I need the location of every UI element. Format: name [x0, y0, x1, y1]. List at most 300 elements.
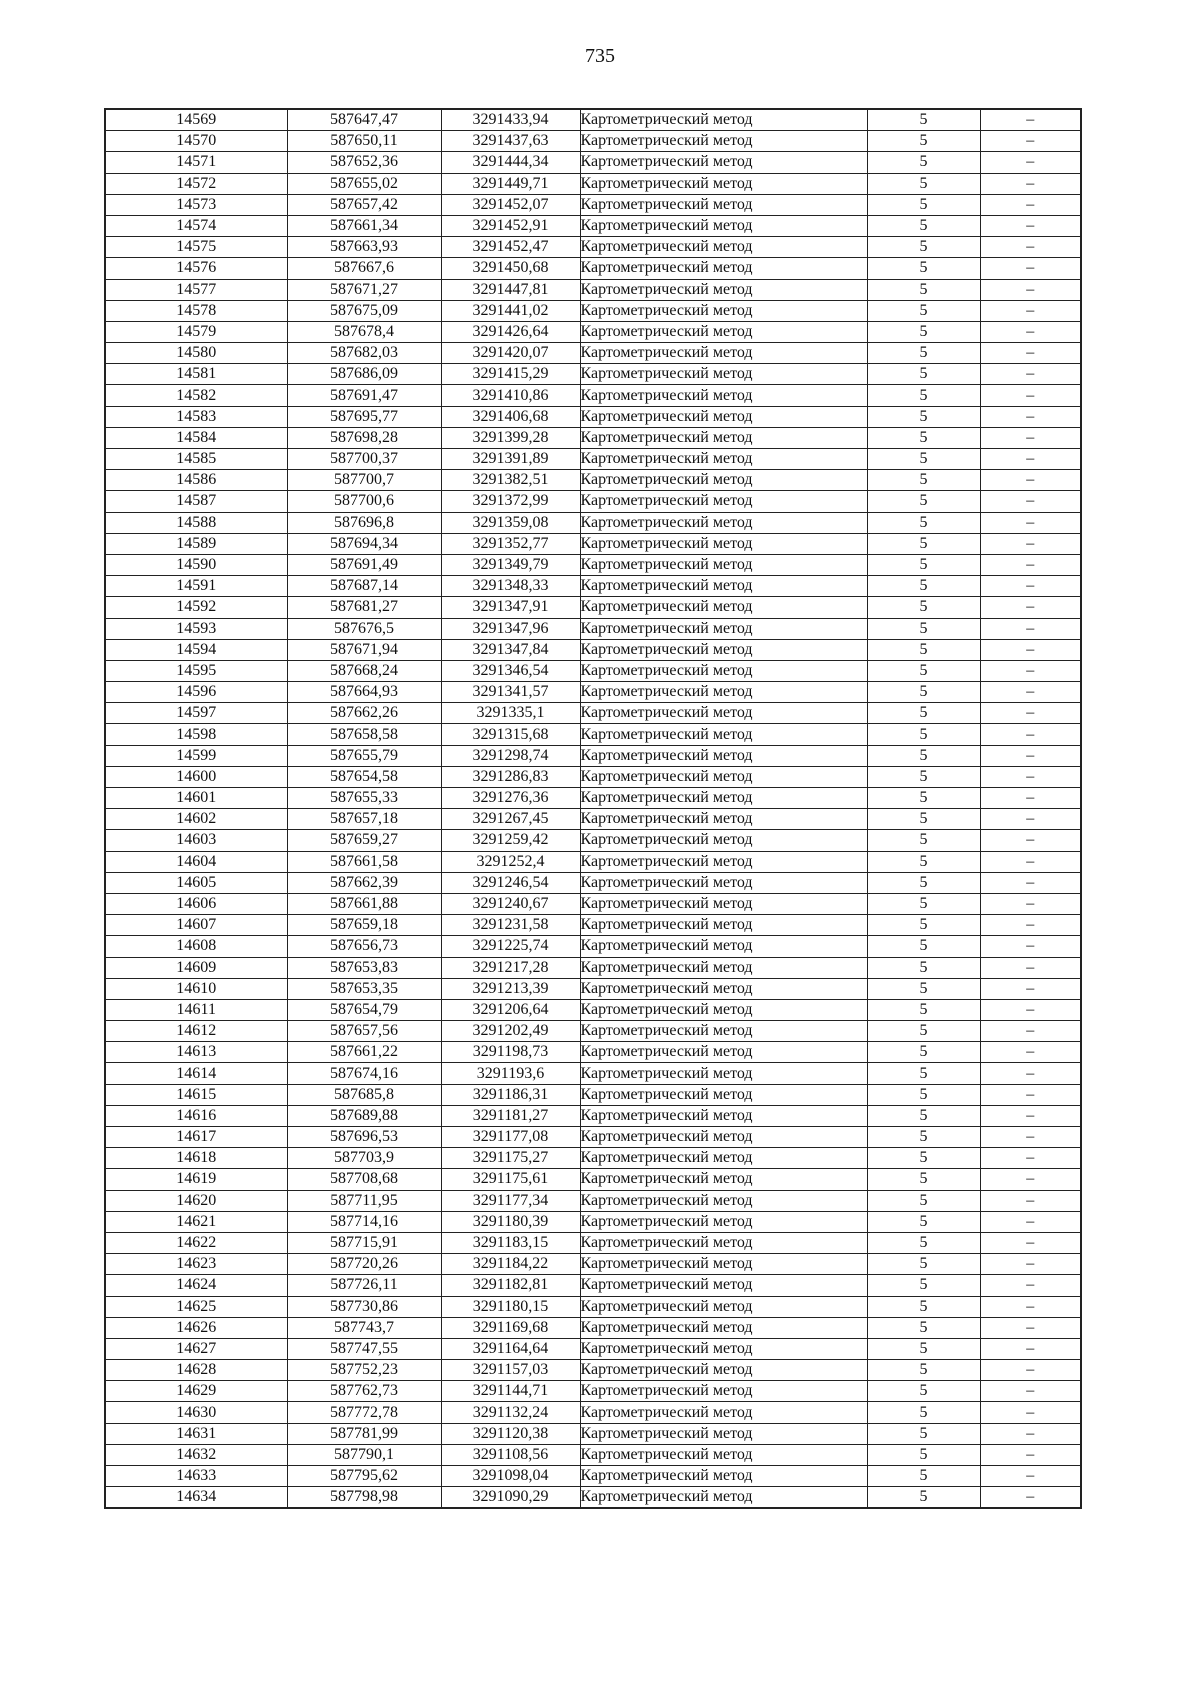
method-cell: Картометрический метод — [580, 936, 867, 957]
table-row — [105, 1211, 1081, 1232]
note-cell: – — [980, 682, 1081, 703]
point-number-cell: 14581 — [105, 364, 287, 385]
table-row — [105, 533, 1081, 554]
x-coordinate-cell: 587653,35 — [287, 978, 441, 999]
table-row — [105, 1254, 1081, 1275]
x-coordinate-cell: 587659,27 — [287, 830, 441, 851]
accuracy-cell: 5 — [867, 512, 980, 533]
note-cell: – — [980, 1487, 1081, 1509]
x-coordinate-cell: 587657,42 — [287, 194, 441, 215]
method-cell: Картометрический метод — [580, 109, 867, 131]
point-number-cell: 14589 — [105, 533, 287, 554]
method-cell: Картометрический метод — [580, 1021, 867, 1042]
y-coordinate-cell: 3291437,63 — [441, 131, 580, 152]
table-row — [105, 173, 1081, 194]
x-coordinate-cell: 587708,68 — [287, 1169, 441, 1190]
point-number-cell: 14634 — [105, 1487, 287, 1509]
accuracy-cell: 5 — [867, 618, 980, 639]
x-coordinate-cell: 587662,39 — [287, 872, 441, 893]
method-cell: Картометрический метод — [580, 385, 867, 406]
note-cell: – — [980, 915, 1081, 936]
point-number-cell: 14588 — [105, 512, 287, 533]
note-cell: – — [980, 660, 1081, 681]
x-coordinate-cell: 587655,02 — [287, 173, 441, 194]
accuracy-cell: 5 — [867, 1275, 980, 1296]
method-cell: Картометрический метод — [580, 724, 867, 745]
point-number-cell: 14604 — [105, 851, 287, 872]
x-coordinate-cell: 587658,58 — [287, 724, 441, 745]
accuracy-cell: 5 — [867, 745, 980, 766]
y-coordinate-cell: 3291175,61 — [441, 1169, 580, 1190]
note-cell: – — [980, 830, 1081, 851]
method-cell: Картометрический метод — [580, 131, 867, 152]
y-coordinate-cell: 3291252,4 — [441, 851, 580, 872]
point-number-cell: 14608 — [105, 936, 287, 957]
x-coordinate-cell: 587790,1 — [287, 1444, 441, 1465]
x-coordinate-cell: 587772,78 — [287, 1402, 441, 1423]
y-coordinate-cell: 3291347,84 — [441, 639, 580, 660]
table-row — [105, 597, 1081, 618]
point-number-cell: 14619 — [105, 1169, 287, 1190]
point-number-cell: 14617 — [105, 1127, 287, 1148]
y-coordinate-cell: 3291267,45 — [441, 809, 580, 830]
note-cell: – — [980, 1402, 1081, 1423]
point-number-cell: 14591 — [105, 576, 287, 597]
x-coordinate-cell: 587661,58 — [287, 851, 441, 872]
y-coordinate-cell: 3291447,81 — [441, 279, 580, 300]
method-cell: Картометрический метод — [580, 194, 867, 215]
accuracy-cell: 5 — [867, 194, 980, 215]
y-coordinate-cell: 3291347,91 — [441, 597, 580, 618]
method-cell: Картометрический метод — [580, 597, 867, 618]
table-row — [105, 872, 1081, 893]
table-row — [105, 1423, 1081, 1444]
x-coordinate-cell: 587653,83 — [287, 957, 441, 978]
point-number-cell: 14622 — [105, 1232, 287, 1253]
note-cell: – — [980, 1360, 1081, 1381]
y-coordinate-cell: 3291347,96 — [441, 618, 580, 639]
y-coordinate-cell: 3291177,08 — [441, 1127, 580, 1148]
method-cell: Картометрический метод — [580, 1084, 867, 1105]
x-coordinate-cell: 587694,34 — [287, 533, 441, 554]
table-row — [105, 237, 1081, 258]
accuracy-cell: 5 — [867, 406, 980, 427]
table-row — [105, 1487, 1081, 1509]
x-coordinate-cell: 587681,27 — [287, 597, 441, 618]
y-coordinate-cell: 3291225,74 — [441, 936, 580, 957]
note-cell: – — [980, 1296, 1081, 1317]
x-coordinate-cell: 587667,6 — [287, 258, 441, 279]
table-row — [105, 1402, 1081, 1423]
point-number-cell: 14615 — [105, 1084, 287, 1105]
table-row — [105, 1127, 1081, 1148]
note-cell: – — [980, 788, 1081, 809]
table-row — [105, 851, 1081, 872]
x-coordinate-cell: 587762,73 — [287, 1381, 441, 1402]
method-cell: Картометрический метод — [580, 449, 867, 470]
table-row — [105, 809, 1081, 830]
y-coordinate-cell: 3291359,08 — [441, 512, 580, 533]
table-row — [105, 1360, 1081, 1381]
accuracy-cell: 5 — [867, 215, 980, 236]
x-coordinate-cell: 587654,58 — [287, 766, 441, 787]
point-number-cell: 14621 — [105, 1211, 287, 1232]
page-number: 735 — [585, 45, 615, 67]
x-coordinate-cell: 587711,95 — [287, 1190, 441, 1211]
y-coordinate-cell: 3291433,94 — [441, 109, 580, 131]
note-cell: – — [980, 449, 1081, 470]
x-coordinate-cell: 587696,53 — [287, 1127, 441, 1148]
method-cell: Картометрический метод — [580, 1148, 867, 1169]
point-number-cell: 14597 — [105, 703, 287, 724]
point-number-cell: 14627 — [105, 1338, 287, 1359]
accuracy-cell: 5 — [867, 1063, 980, 1084]
y-coordinate-cell: 3291276,36 — [441, 788, 580, 809]
table-row — [105, 1317, 1081, 1338]
table-row — [105, 152, 1081, 173]
x-coordinate-cell: 587678,4 — [287, 321, 441, 342]
y-coordinate-cell: 3291090,29 — [441, 1487, 580, 1509]
method-cell: Картометрический метод — [580, 152, 867, 173]
table-row — [105, 1275, 1081, 1296]
point-number-cell: 14606 — [105, 893, 287, 914]
table-row — [105, 1084, 1081, 1105]
y-coordinate-cell: 3291452,47 — [441, 237, 580, 258]
method-cell: Картометрический метод — [580, 745, 867, 766]
point-number-cell: 14632 — [105, 1444, 287, 1465]
note-cell: – — [980, 385, 1081, 406]
note-cell: – — [980, 427, 1081, 448]
note-cell: – — [980, 999, 1081, 1020]
note-cell: – — [980, 343, 1081, 364]
point-number-cell: 14631 — [105, 1423, 287, 1444]
accuracy-cell: 5 — [867, 1444, 980, 1465]
note-cell: – — [980, 237, 1081, 258]
y-coordinate-cell: 3291183,15 — [441, 1232, 580, 1253]
y-coordinate-cell: 3291180,15 — [441, 1296, 580, 1317]
table-row — [105, 1148, 1081, 1169]
accuracy-cell: 5 — [867, 1254, 980, 1275]
y-coordinate-cell: 3291391,89 — [441, 449, 580, 470]
x-coordinate-cell: 587730,86 — [287, 1296, 441, 1317]
x-coordinate-cell: 587691,49 — [287, 554, 441, 575]
accuracy-cell: 5 — [867, 491, 980, 512]
accuracy-cell: 5 — [867, 533, 980, 554]
method-cell: Картометрический метод — [580, 300, 867, 321]
method-cell: Картометрический метод — [580, 1127, 867, 1148]
y-coordinate-cell: 3291175,27 — [441, 1148, 580, 1169]
x-coordinate-cell: 587689,88 — [287, 1105, 441, 1126]
table-row — [105, 1232, 1081, 1253]
method-cell: Картометрический метод — [580, 999, 867, 1020]
note-cell: – — [980, 1127, 1081, 1148]
point-number-cell: 14576 — [105, 258, 287, 279]
y-coordinate-cell: 3291415,29 — [441, 364, 580, 385]
point-number-cell: 14598 — [105, 724, 287, 745]
table-row — [105, 1105, 1081, 1126]
note-cell: – — [980, 809, 1081, 830]
y-coordinate-cell: 3291180,39 — [441, 1211, 580, 1232]
method-cell: Картометрический метод — [580, 1360, 867, 1381]
y-coordinate-cell: 3291182,81 — [441, 1275, 580, 1296]
y-coordinate-cell: 3291098,04 — [441, 1466, 580, 1487]
y-coordinate-cell: 3291349,79 — [441, 554, 580, 575]
note-cell: – — [980, 1084, 1081, 1105]
point-number-cell: 14601 — [105, 788, 287, 809]
method-cell: Картометрический метод — [580, 660, 867, 681]
method-cell: Картометрический метод — [580, 1275, 867, 1296]
x-coordinate-cell: 587657,56 — [287, 1021, 441, 1042]
x-coordinate-cell: 587700,6 — [287, 491, 441, 512]
table-row — [105, 1296, 1081, 1317]
method-cell: Картометрический метод — [580, 1190, 867, 1211]
note-cell: – — [980, 1105, 1081, 1126]
method-cell: Картометрический метод — [580, 364, 867, 385]
note-cell: – — [980, 1169, 1081, 1190]
x-coordinate-cell: 587655,79 — [287, 745, 441, 766]
y-coordinate-cell: 3291406,68 — [441, 406, 580, 427]
note-cell: – — [980, 1338, 1081, 1359]
note-cell: – — [980, 1317, 1081, 1338]
x-coordinate-cell: 587715,91 — [287, 1232, 441, 1253]
y-coordinate-cell: 3291213,39 — [441, 978, 580, 999]
accuracy-cell: 5 — [867, 554, 980, 575]
x-coordinate-cell: 587661,22 — [287, 1042, 441, 1063]
table-row — [105, 343, 1081, 364]
point-number-cell: 14596 — [105, 682, 287, 703]
point-number-cell: 14599 — [105, 745, 287, 766]
table-row — [105, 703, 1081, 724]
point-number-cell: 14616 — [105, 1105, 287, 1126]
table-row — [105, 554, 1081, 575]
method-cell: Картометрический метод — [580, 872, 867, 893]
point-number-cell: 14623 — [105, 1254, 287, 1275]
table-row — [105, 936, 1081, 957]
note-cell: – — [980, 724, 1081, 745]
point-number-cell: 14595 — [105, 660, 287, 681]
x-coordinate-cell: 587662,26 — [287, 703, 441, 724]
table-row — [105, 109, 1081, 131]
accuracy-cell: 5 — [867, 1127, 980, 1148]
accuracy-cell: 5 — [867, 1042, 980, 1063]
method-cell: Картометрический метод — [580, 1232, 867, 1253]
y-coordinate-cell: 3291202,49 — [441, 1021, 580, 1042]
accuracy-cell: 5 — [867, 703, 980, 724]
accuracy-cell: 5 — [867, 1423, 980, 1444]
method-cell: Картометрический метод — [580, 915, 867, 936]
x-coordinate-cell: 587668,24 — [287, 660, 441, 681]
y-coordinate-cell: 3291335,1 — [441, 703, 580, 724]
x-coordinate-cell: 587647,47 — [287, 109, 441, 131]
table-row — [105, 194, 1081, 215]
method-cell: Картометрический метод — [580, 1487, 867, 1509]
point-number-cell: 14586 — [105, 470, 287, 491]
method-cell: Картометрический метод — [580, 406, 867, 427]
accuracy-cell: 5 — [867, 1021, 980, 1042]
note-cell: – — [980, 1148, 1081, 1169]
point-number-cell: 14578 — [105, 300, 287, 321]
method-cell: Картометрический метод — [580, 1042, 867, 1063]
accuracy-cell: 5 — [867, 936, 980, 957]
note-cell: – — [980, 152, 1081, 173]
y-coordinate-cell: 3291315,68 — [441, 724, 580, 745]
table-row — [105, 639, 1081, 660]
method-cell: Картометрический метод — [580, 978, 867, 999]
method-cell: Картометрический метод — [580, 533, 867, 554]
accuracy-cell: 5 — [867, 1232, 980, 1253]
point-number-cell: 14600 — [105, 766, 287, 787]
method-cell: Картометрический метод — [580, 893, 867, 914]
table-row — [105, 915, 1081, 936]
note-cell: – — [980, 1232, 1081, 1253]
accuracy-cell: 5 — [867, 766, 980, 787]
note-cell: – — [980, 597, 1081, 618]
y-coordinate-cell: 3291177,34 — [441, 1190, 580, 1211]
table-row — [105, 321, 1081, 342]
method-cell: Картометрический метод — [580, 321, 867, 342]
x-coordinate-cell: 587655,33 — [287, 788, 441, 809]
x-coordinate-cell: 587752,23 — [287, 1360, 441, 1381]
x-coordinate-cell: 587682,03 — [287, 343, 441, 364]
note-cell: – — [980, 194, 1081, 215]
y-coordinate-cell: 3291452,07 — [441, 194, 580, 215]
y-coordinate-cell: 3291246,54 — [441, 872, 580, 893]
y-coordinate-cell: 3291240,67 — [441, 893, 580, 914]
point-number-cell: 14605 — [105, 872, 287, 893]
table-row — [105, 131, 1081, 152]
y-coordinate-cell: 3291348,33 — [441, 576, 580, 597]
y-coordinate-cell: 3291184,22 — [441, 1254, 580, 1275]
note-cell: – — [980, 766, 1081, 787]
table-row — [105, 215, 1081, 236]
point-number-cell: 14573 — [105, 194, 287, 215]
accuracy-cell: 5 — [867, 1296, 980, 1317]
x-coordinate-cell: 587685,8 — [287, 1084, 441, 1105]
y-coordinate-cell: 3291426,64 — [441, 321, 580, 342]
x-coordinate-cell: 587798,98 — [287, 1487, 441, 1509]
method-cell: Картометрический метод — [580, 173, 867, 194]
accuracy-cell: 5 — [867, 1360, 980, 1381]
x-coordinate-cell: 587696,8 — [287, 512, 441, 533]
point-number-cell: 14574 — [105, 215, 287, 236]
table-row — [105, 300, 1081, 321]
x-coordinate-cell: 587691,47 — [287, 385, 441, 406]
note-cell: – — [980, 215, 1081, 236]
x-coordinate-cell: 587700,7 — [287, 470, 441, 491]
table-row — [105, 449, 1081, 470]
x-coordinate-cell: 587676,5 — [287, 618, 441, 639]
accuracy-cell: 5 — [867, 449, 980, 470]
table-row — [105, 830, 1081, 851]
y-coordinate-cell: 3291169,68 — [441, 1317, 580, 1338]
method-cell: Картометрический метод — [580, 830, 867, 851]
accuracy-cell: 5 — [867, 1317, 980, 1338]
table-row — [105, 660, 1081, 681]
method-cell: Картометрический метод — [580, 1423, 867, 1444]
note-cell: – — [980, 279, 1081, 300]
method-cell: Картометрический метод — [580, 703, 867, 724]
accuracy-cell: 5 — [867, 788, 980, 809]
table-row — [105, 1444, 1081, 1465]
point-number-cell: 14633 — [105, 1466, 287, 1487]
accuracy-cell: 5 — [867, 576, 980, 597]
table-row — [105, 724, 1081, 745]
accuracy-cell: 5 — [867, 1466, 980, 1487]
accuracy-cell: 5 — [867, 915, 980, 936]
point-number-cell: 14580 — [105, 343, 287, 364]
accuracy-cell: 5 — [867, 321, 980, 342]
method-cell: Картометрический метод — [580, 427, 867, 448]
y-coordinate-cell: 3291193,6 — [441, 1063, 580, 1084]
note-cell: – — [980, 1381, 1081, 1402]
method-cell: Картометрический метод — [580, 512, 867, 533]
method-cell: Картометрический метод — [580, 576, 867, 597]
note-cell: – — [980, 300, 1081, 321]
x-coordinate-cell: 587703,9 — [287, 1148, 441, 1169]
note-cell: – — [980, 618, 1081, 639]
y-coordinate-cell: 3291206,64 — [441, 999, 580, 1020]
accuracy-cell: 5 — [867, 1487, 980, 1509]
point-number-cell: 14628 — [105, 1360, 287, 1381]
method-cell: Картометрический метод — [580, 258, 867, 279]
x-coordinate-cell: 587654,79 — [287, 999, 441, 1020]
accuracy-cell: 5 — [867, 279, 980, 300]
accuracy-cell: 5 — [867, 258, 980, 279]
x-coordinate-cell: 587714,16 — [287, 1211, 441, 1232]
table-row — [105, 766, 1081, 787]
point-number-cell: 14582 — [105, 385, 287, 406]
x-coordinate-cell: 587675,09 — [287, 300, 441, 321]
accuracy-cell: 5 — [867, 237, 980, 258]
y-coordinate-cell: 3291441,02 — [441, 300, 580, 321]
table-row — [105, 893, 1081, 914]
method-cell: Картометрический метод — [580, 1254, 867, 1275]
point-number-cell: 14593 — [105, 618, 287, 639]
note-cell: – — [980, 1021, 1081, 1042]
note-cell: – — [980, 1190, 1081, 1211]
note-cell: – — [980, 533, 1081, 554]
y-coordinate-cell: 3291382,51 — [441, 470, 580, 491]
note-cell: – — [980, 364, 1081, 385]
method-cell: Картометрический метод — [580, 1444, 867, 1465]
accuracy-cell: 5 — [867, 427, 980, 448]
accuracy-cell: 5 — [867, 1190, 980, 1211]
y-coordinate-cell: 3291410,86 — [441, 385, 580, 406]
table-row — [105, 978, 1081, 999]
accuracy-cell: 5 — [867, 682, 980, 703]
accuracy-cell: 5 — [867, 1084, 980, 1105]
x-coordinate-cell: 587652,36 — [287, 152, 441, 173]
method-cell: Картометрический метод — [580, 1063, 867, 1084]
note-cell: – — [980, 1466, 1081, 1487]
x-coordinate-cell: 587795,62 — [287, 1466, 441, 1487]
table-row — [105, 1021, 1081, 1042]
method-cell: Картометрический метод — [580, 1338, 867, 1359]
method-cell: Картометрический метод — [580, 809, 867, 830]
method-cell: Картометрический метод — [580, 766, 867, 787]
y-coordinate-cell: 3291217,28 — [441, 957, 580, 978]
table-row — [105, 957, 1081, 978]
note-cell: – — [980, 1211, 1081, 1232]
table-row — [105, 258, 1081, 279]
note-cell: – — [980, 1063, 1081, 1084]
x-coordinate-cell: 587661,34 — [287, 215, 441, 236]
note-cell: – — [980, 745, 1081, 766]
point-number-cell: 14571 — [105, 152, 287, 173]
table-row — [105, 427, 1081, 448]
y-coordinate-cell: 3291372,99 — [441, 491, 580, 512]
table-row — [105, 512, 1081, 533]
